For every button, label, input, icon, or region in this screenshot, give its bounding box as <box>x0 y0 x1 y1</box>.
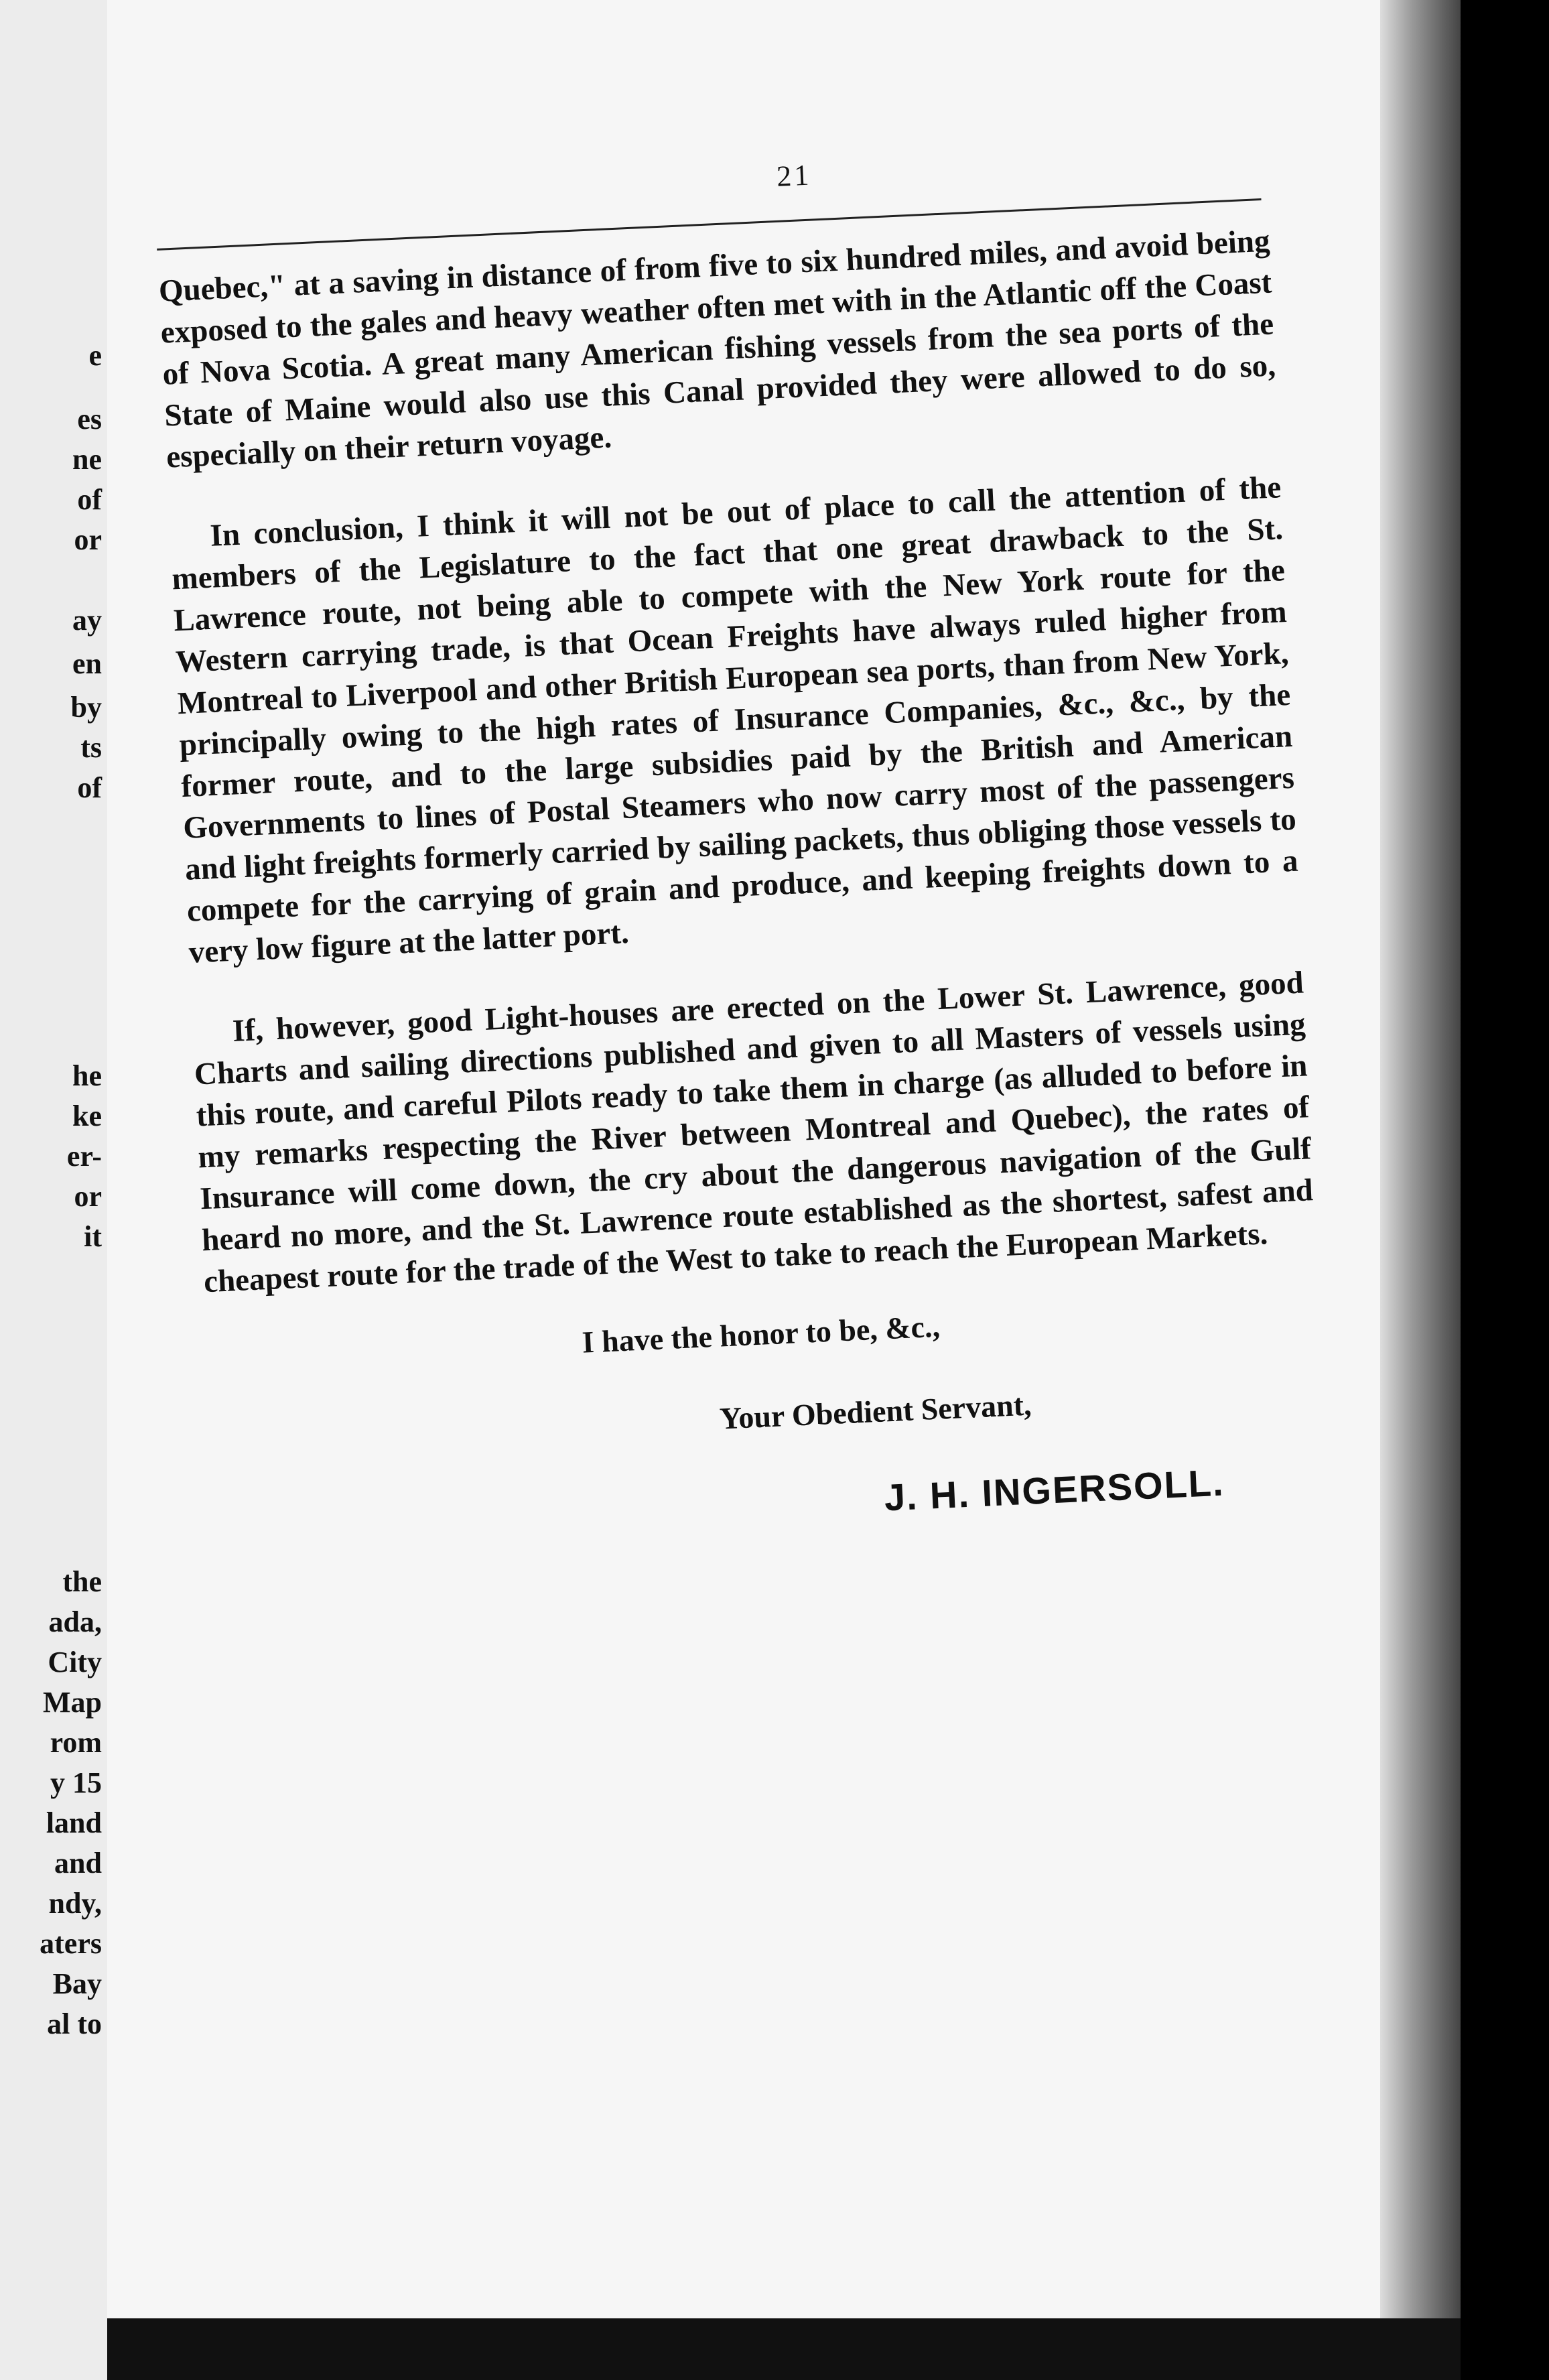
prev-fragment: ay <box>72 604 102 637</box>
prev-fragment: al to <box>47 2007 102 2040</box>
prev-fragment: or <box>74 1180 102 1213</box>
closing-honor: I have the honor to be, &c., <box>581 1309 941 1360</box>
prev-fragment: Map <box>43 1686 102 1719</box>
prev-fragment: or <box>74 523 102 556</box>
paragraph-lighthouses: If, however, good Light-houses are erected on the Lower St. Lawrence, good Charts and sailing directions published and given to all Masters of vessels using this route, and careful Pilots ready to take them in charge (as alluded to before in my remarks respecting the River between Montreal and Quebec), the rates of Insurance will come down, the cry about the dangerous navigation of the Gulf heard no more, and the St. Lawrence route established as the shortest, safest and cheapest route for the trade of the West to take to reach the European Markets. <box>193 965 1314 1300</box>
paragraph-conclusion: In conclusion, I think it will not be out of place to call the attention of the members of the Legislature to the fact that one great drawback to the St. Lawrence route, not being able to compete with the New York route for the Western carrying trade, is that Ocean Freights have always ruled higher from Montreal to Liverpool and other British European sea ports, than from New York, principally owing to the high rates of Insurance Companies, &c., &c., by the former route, and to the large subsidies paid by the British and American Governments to lines of Postal Steamers who now carry most of the passengers and light freights formerly carried by sailing packets, thus obliging those vessels to compete for the carrying of grain and produce, and keeping freights down to a very low figure at the latter port. <box>171 470 1299 970</box>
prev-fragment: by <box>70 691 102 724</box>
paragraph-quebec-canal: Quebec," at a saving in distance of from five to six hundred miles, and avoid being exposed to the gales and heavy weather often met with in the Atlantic off the Coast of Nova Scotia. A great many American fishing vessels from the sea ports of the State of Maine would also use this Canal provided they were allowed to do so, especially on their return voyage. <box>157 223 1276 475</box>
prev-fragment: it <box>84 1220 102 1253</box>
previous-page-edge <box>0 0 111 2380</box>
prev-fragment: ke <box>72 1100 102 1132</box>
prev-fragment: es <box>77 403 102 436</box>
prev-fragment: aters <box>40 1927 102 1960</box>
prev-fragment: ndy, <box>48 1887 102 1920</box>
prev-fragment: of <box>77 483 102 516</box>
prev-fragment: the <box>62 1565 102 1598</box>
prev-fragment: y 15 <box>50 1766 102 1799</box>
prev-fragment: land <box>46 1806 102 1839</box>
page-number: 21 <box>776 158 813 193</box>
prev-fragment: en <box>72 647 102 680</box>
page-content <box>154 137 1327 1550</box>
book-binding-shadow <box>1380 0 1461 2380</box>
prev-fragment: Bay <box>52 1967 102 2000</box>
prev-fragment: of <box>77 771 102 804</box>
signature: J. H. INGERSOLL. <box>883 1461 1225 1519</box>
closing-servant: Your Obedient Servant, <box>719 1387 1032 1436</box>
prev-fragment: City <box>48 1646 102 1678</box>
prev-fragment: ts <box>80 731 102 764</box>
prev-fragment: rom <box>50 1726 102 1759</box>
prev-fragment: ada, <box>48 1605 102 1638</box>
prev-fragment: he <box>72 1059 102 1092</box>
prev-fragment: and <box>54 1847 102 1879</box>
prev-fragment: ne <box>72 443 102 476</box>
scan-bottom-border <box>107 2318 1461 2380</box>
prev-fragment: er- <box>66 1140 102 1173</box>
prev-fragment: e <box>88 339 102 372</box>
